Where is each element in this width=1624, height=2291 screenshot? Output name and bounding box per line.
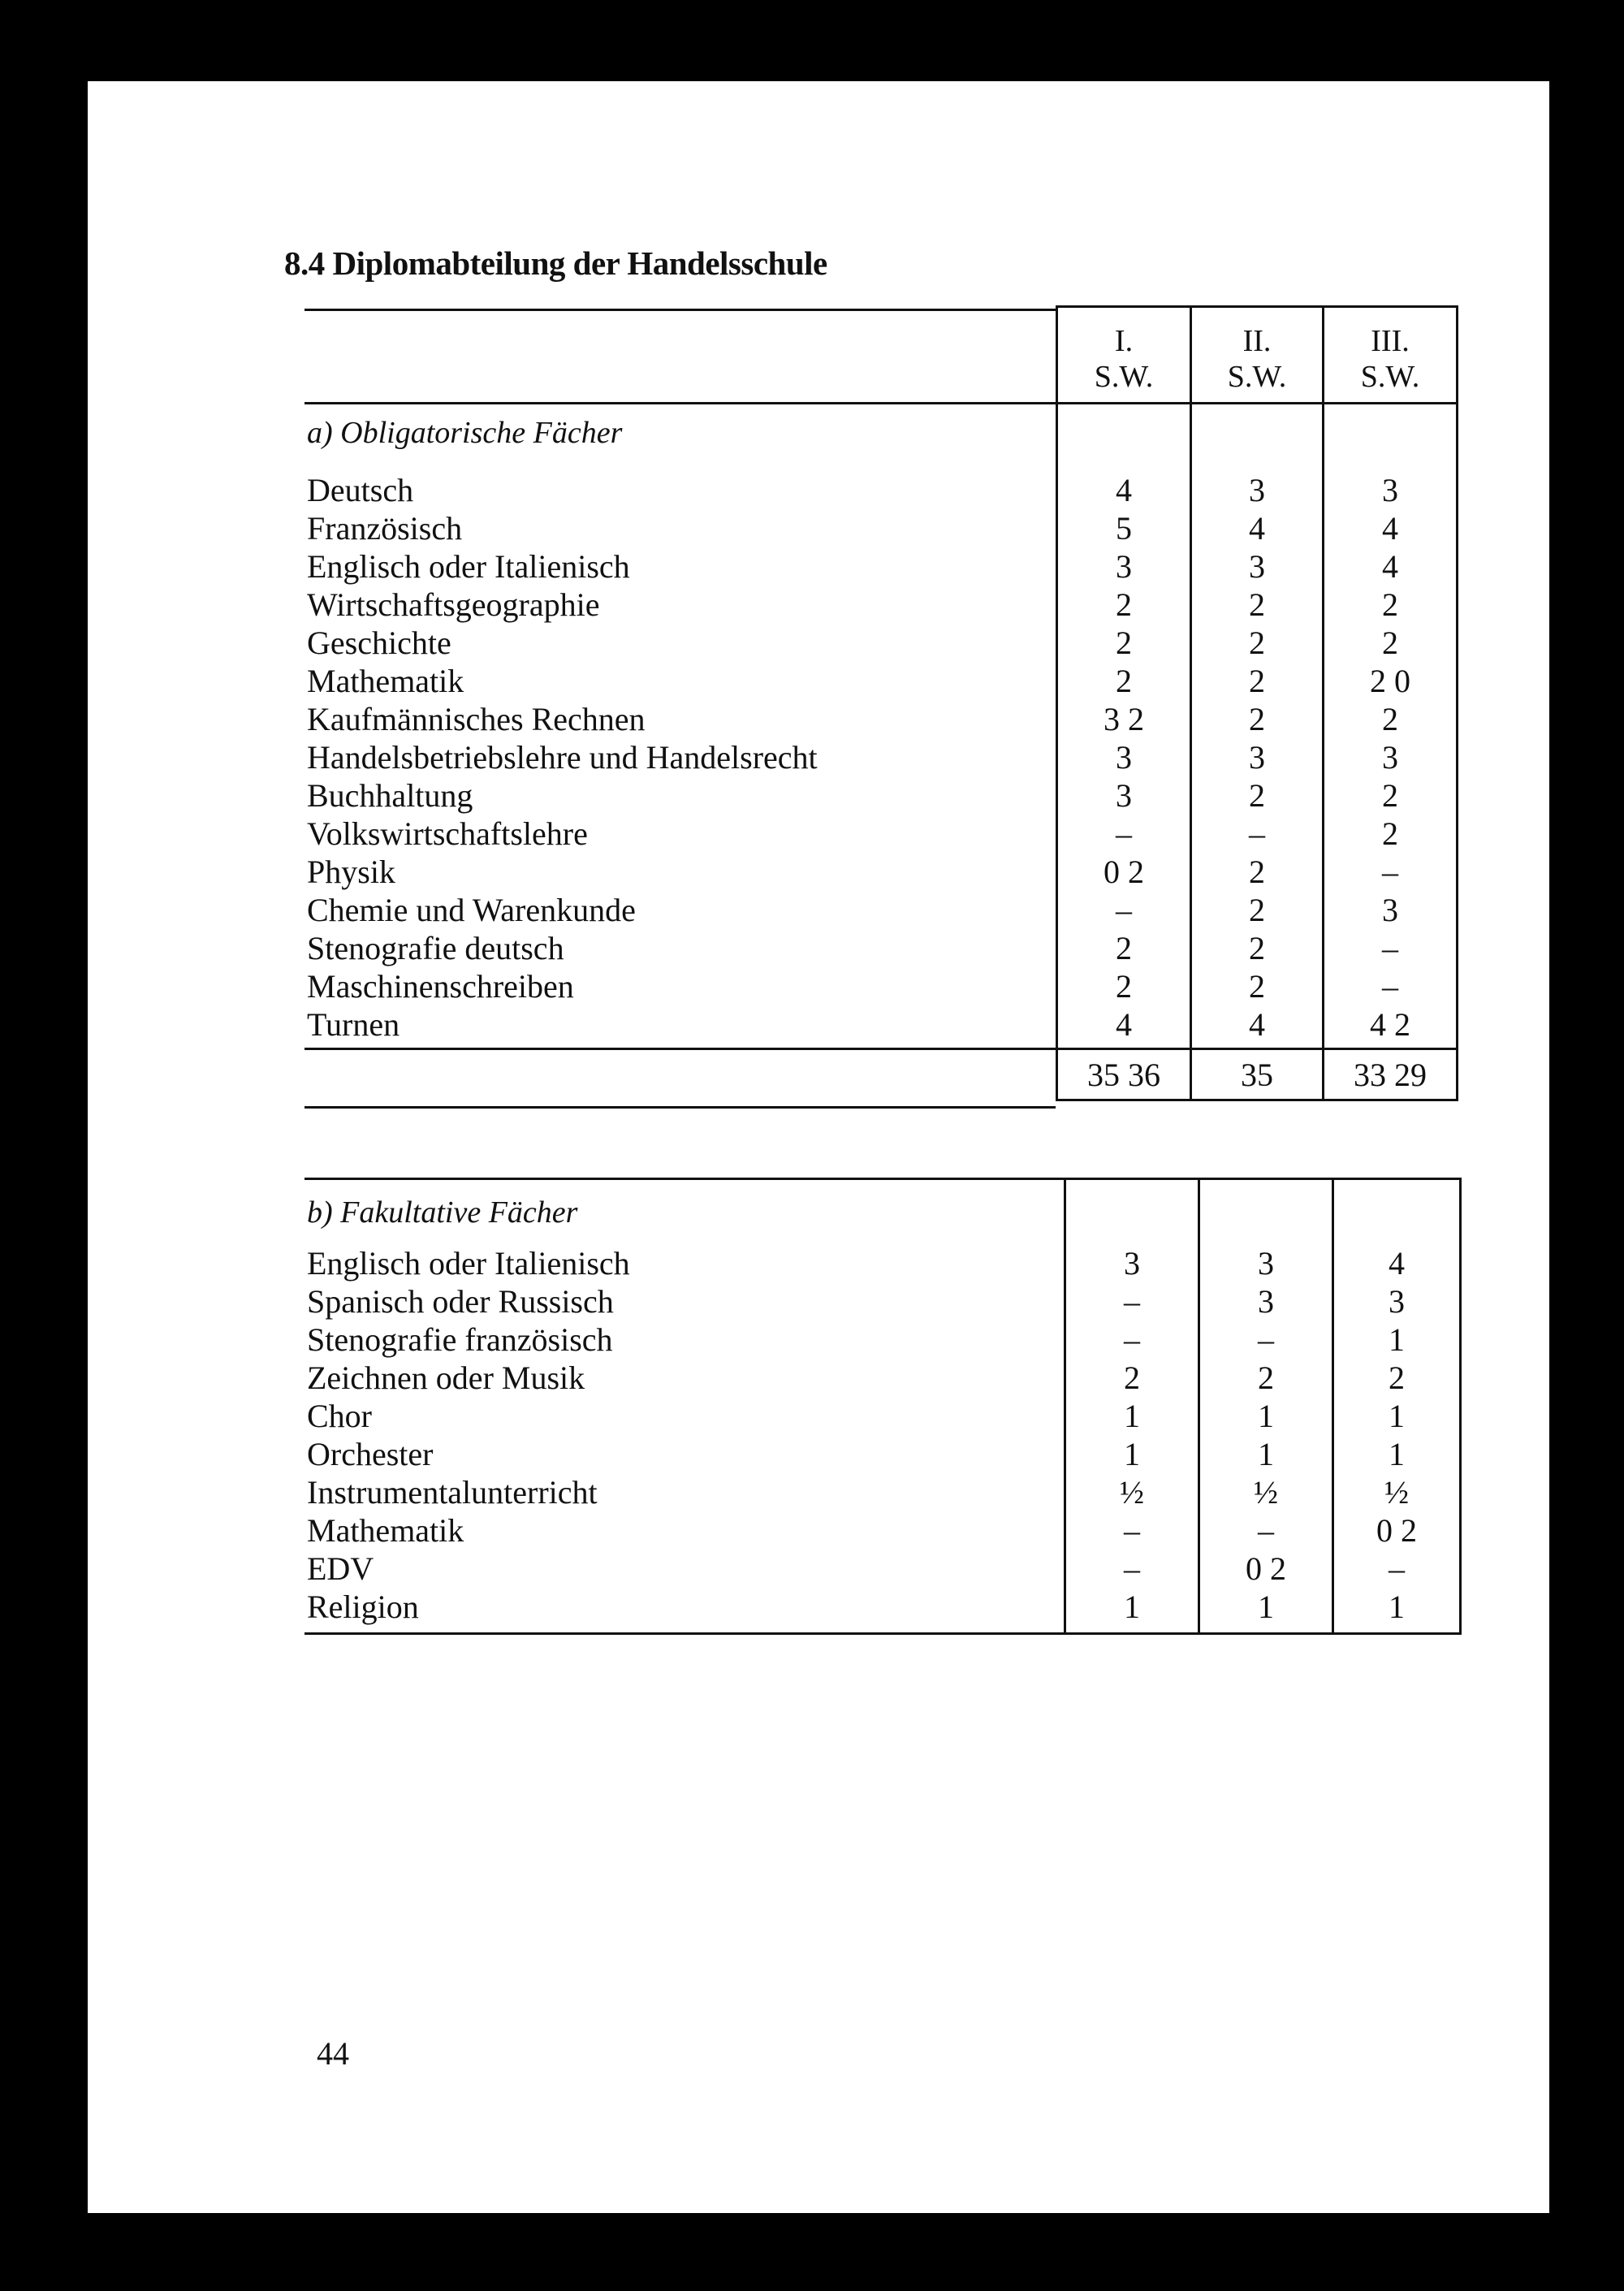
- subject-label: Handelsbetriebslehre und Handelsrecht: [307, 739, 818, 776]
- hours-cell: 1: [1258, 1589, 1274, 1625]
- hours-cell: ½: [1120, 1474, 1144, 1511]
- rule: [1056, 1099, 1458, 1101]
- hours-cell: ½: [1254, 1474, 1278, 1511]
- hours-cell: 2: [1116, 625, 1132, 661]
- hours-cell: –: [1124, 1512, 1140, 1549]
- rule: [304, 309, 1056, 311]
- hours-cell: 1: [1389, 1321, 1405, 1358]
- rule: [1459, 1178, 1462, 1632]
- hours-cell: 4 2: [1370, 1006, 1410, 1043]
- hours-cell: 3: [1382, 472, 1398, 508]
- subject-label: Volkswirtschaftslehre: [307, 815, 588, 852]
- hours-cell: 4: [1382, 548, 1398, 585]
- hours-cell: 2: [1249, 625, 1265, 661]
- hours-cell: 2: [1389, 1359, 1405, 1396]
- hours-cell: –: [1382, 930, 1398, 966]
- subject-label: Französisch: [307, 510, 463, 547]
- hours-cell: –: [1382, 968, 1398, 1005]
- hours-cell: 3: [1116, 548, 1132, 585]
- hours-cell: 2: [1249, 777, 1265, 814]
- hours-cell: 2: [1249, 701, 1265, 737]
- column-header-1: I. S.W.: [1094, 324, 1154, 394]
- subject-label: Chemie und Warenkunde: [307, 892, 636, 928]
- subject-label: Geschichte: [307, 625, 451, 661]
- subject-label: Wirtschaftsgeographie: [307, 586, 600, 623]
- hours-cell: –: [1124, 1321, 1140, 1358]
- hours-cell: 3: [1249, 548, 1265, 585]
- rule: [1456, 305, 1458, 1101]
- hours-cell: 2: [1116, 586, 1132, 623]
- hours-cell: –: [1124, 1283, 1140, 1320]
- hours-cell: 2: [1124, 1359, 1140, 1396]
- hours-cell: 2: [1116, 968, 1132, 1005]
- page-title: 8.4 Diplomabteilung der Handelsschule: [284, 244, 827, 282]
- hours-cell: 2: [1116, 930, 1132, 966]
- table-obligatory: I. S.W. II. S.W. III. S.W. a) Obligatorische Fächer Deutsch 4 3 3 Französisch 5 4 4 Englisch oder Italienisch 3 3 4 Wirtschaftsgeographie 2 2 2 Geschichte 2 2 2 Mathematik 2 2 2 0 Kaufmännisches Rechnen 3 2 2 2 Handelsbetriebslehre und Handelsrecht 3 3 3 Buchhaltung 3 2 2 Volkswirtschaftslehre – – 2 Physik 0 2 2 – Chemie und Warenkunde – 2 3 Stenografie deutsch 2 2 – Maschinenschreiben 2 2 – Turnen 4 4 4 2 35 36 35 33 29: [304, 309, 1458, 1109]
- hours-cell: 3 2: [1104, 701, 1144, 737]
- hours-cell: 2: [1382, 815, 1398, 852]
- hours-cell: 1: [1124, 1436, 1140, 1472]
- hours-cell: 2 0: [1370, 663, 1410, 699]
- hours-cell: 4: [1382, 510, 1398, 547]
- rule: [304, 1048, 1458, 1050]
- hours-cell: 3: [1382, 739, 1398, 776]
- hours-cell: 1: [1258, 1436, 1274, 1472]
- hours-cell: –: [1116, 892, 1132, 928]
- column-header-3: III. S.W.: [1360, 324, 1420, 394]
- hours-cell: 3: [1389, 1283, 1405, 1320]
- rule: [304, 402, 1458, 404]
- hours-cell: 4: [1116, 1006, 1132, 1043]
- rule: [1056, 305, 1458, 308]
- hours-cell: 2: [1249, 892, 1265, 928]
- hours-cell: 3: [1258, 1283, 1274, 1320]
- hours-cell: 3: [1258, 1245, 1274, 1282]
- subject-label: Instrumentalunterricht: [307, 1474, 598, 1511]
- hours-cell: 1: [1258, 1398, 1274, 1434]
- subject-label: Turnen: [307, 1006, 400, 1043]
- hours-cell: 3: [1116, 739, 1132, 776]
- hours-cell: 2: [1382, 625, 1398, 661]
- hours-cell: –: [1389, 1550, 1405, 1587]
- rule: [304, 1178, 1462, 1180]
- subject-label: Mathematik: [307, 663, 464, 699]
- table-optional: b) Fakultative Fächer Englisch oder Italienisch 3 3 4 Spanisch oder Russisch – 3 3 Stenografie französisch – – 1 Zeichnen oder Musik 2 2 2 Chor 1 1 1 Orchester 1 1 1 Instrumentalunterricht ½ ½ ½ Mathematik – – 0 2 EDV – 0 2 – Religion 1 1 1: [304, 1178, 1462, 1640]
- hours-cell: 2: [1249, 854, 1265, 890]
- hours-cell: 4: [1389, 1245, 1405, 1282]
- hours-cell: 2: [1258, 1359, 1274, 1396]
- page-number: 44: [317, 2035, 349, 2072]
- hours-cell: 2: [1249, 663, 1265, 699]
- hours-cell: 2: [1249, 586, 1265, 623]
- hours-cell: 2: [1249, 968, 1265, 1005]
- hours-cell: ½: [1384, 1474, 1409, 1511]
- hours-cell: –: [1116, 815, 1132, 852]
- hours-cell: 0 2: [1376, 1512, 1417, 1549]
- hours-cell: 5: [1116, 510, 1132, 547]
- rule: [304, 1106, 1056, 1109]
- hours-cell: 1: [1389, 1398, 1405, 1434]
- subject-label: Religion: [307, 1589, 419, 1625]
- hours-cell: 1: [1124, 1398, 1140, 1434]
- subject-label: Englisch oder Italienisch: [307, 1245, 630, 1282]
- subject-label: Buchhaltung: [307, 777, 473, 814]
- hours-cell: 2: [1382, 701, 1398, 737]
- subject-label: Zeichnen oder Musik: [307, 1359, 585, 1396]
- hours-cell: –: [1382, 854, 1398, 890]
- subject-label: Stenografie französisch: [307, 1321, 613, 1358]
- rule: [304, 1632, 1462, 1635]
- subject-label: Chor: [307, 1398, 372, 1434]
- subject-label: Englisch oder Italienisch: [307, 548, 630, 585]
- hours-cell: –: [1249, 815, 1265, 852]
- hours-cell: 0 2: [1246, 1550, 1286, 1587]
- subject-label: EDV: [307, 1550, 374, 1587]
- hours-cell: 4: [1249, 1006, 1265, 1043]
- subject-label: Maschinenschreiben: [307, 968, 574, 1005]
- hours-cell: 2: [1382, 586, 1398, 623]
- hours-cell: 3: [1124, 1245, 1140, 1282]
- column-header-2: II. S.W.: [1227, 324, 1287, 394]
- hours-cell: –: [1258, 1321, 1274, 1358]
- subject-label: Deutsch: [307, 472, 414, 508]
- subject-label: Kaufmännisches Rechnen: [307, 701, 646, 737]
- hours-cell: 1: [1124, 1589, 1140, 1625]
- hours-cell: 3: [1249, 472, 1265, 508]
- subject-label: Physik: [307, 854, 395, 890]
- hours-cell: 3: [1116, 777, 1132, 814]
- hours-cell: 3: [1382, 892, 1398, 928]
- hours-cell: 1: [1389, 1436, 1405, 1472]
- subject-label: Spanisch oder Russisch: [307, 1283, 614, 1320]
- subject-label: Stenografie deutsch: [307, 930, 564, 966]
- hours-cell: 4: [1249, 510, 1265, 547]
- hours-cell: 3: [1249, 739, 1265, 776]
- hours-cell: 1: [1389, 1589, 1405, 1625]
- hours-cell: 2: [1382, 777, 1398, 814]
- hours-cell: 2: [1249, 930, 1265, 966]
- hours-cell: –: [1124, 1550, 1140, 1587]
- hours-cell: 0 2: [1104, 854, 1144, 890]
- hours-cell: –: [1258, 1512, 1274, 1549]
- hours-cell: 4: [1116, 472, 1132, 508]
- hours-cell: 2: [1116, 663, 1132, 699]
- subject-label: Mathematik: [307, 1512, 464, 1549]
- subject-label: Orchester: [307, 1436, 434, 1472]
